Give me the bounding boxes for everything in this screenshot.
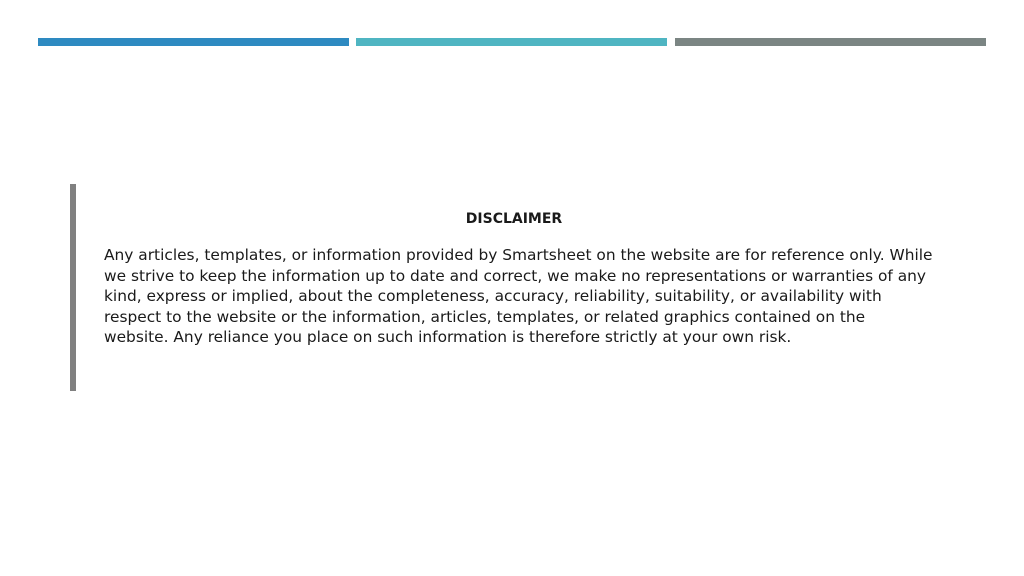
header-bar-gray [675,38,986,46]
header-bar-teal [356,38,667,46]
disclaimer-body: Any articles, templates, or information provided by Smartsheet on the website are for reference only. While we strive to keep the information up to date and correct, we make no representations or warranties of any kind, express or implied, about the completeness, accuracy, reliability, suitability, or availability with respect to the website or the information, articles, templates, or related graphics contained on the website. Any reliance you place on such information is therefore strictly at your own risk. [104,246,933,346]
disclaimer-title: DISCLAIMER [465,211,563,227]
vertical-accent-rule [70,184,76,391]
header-bar-blue [38,38,349,46]
